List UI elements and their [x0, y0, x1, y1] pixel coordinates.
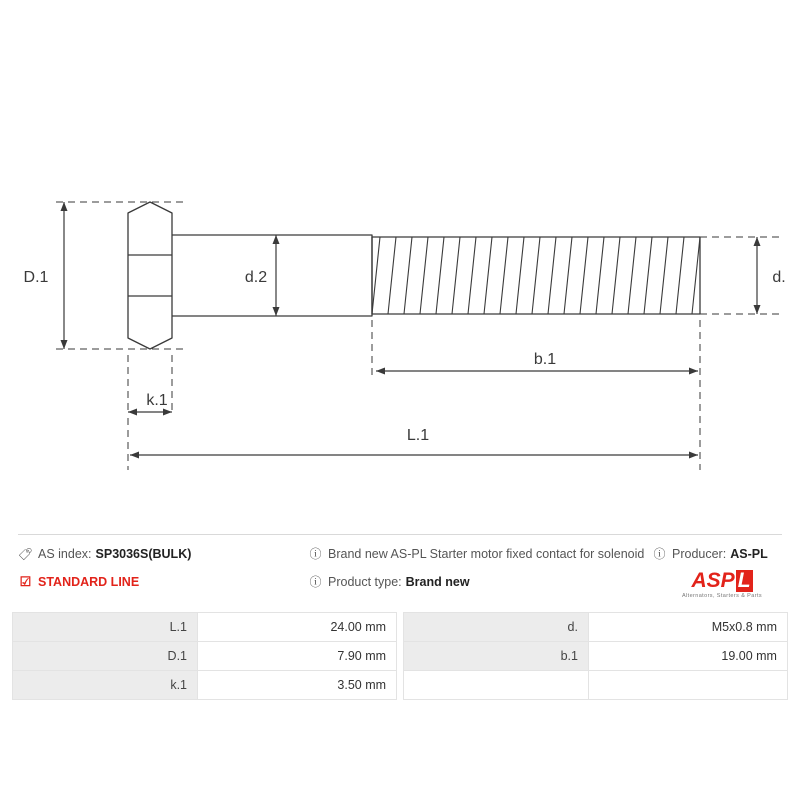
- table-row: [13, 642, 397, 671]
- spec-value: 3.50 mm: [198, 671, 397, 700]
- spec-value: M5x0.8 mm: [588, 613, 787, 642]
- info-column-description: [308, 544, 652, 600]
- producer-label: Producer:: [672, 547, 727, 561]
- producer-row: [652, 544, 782, 564]
- spec-value: 19.00 mm: [588, 642, 787, 671]
- as-index-row: [18, 544, 308, 564]
- product-type-row: [308, 572, 652, 592]
- info-divider: [18, 534, 782, 535]
- spec-key: d.: [403, 613, 588, 642]
- table-row: [13, 671, 397, 700]
- check-icon: ☑: [19, 574, 32, 589]
- info-column-index: [18, 544, 308, 592]
- dimension-label-d: d.: [772, 269, 786, 286]
- logo-mark-p: P: [720, 569, 735, 592]
- dimension-label-b1: b.1: [533, 351, 557, 368]
- thread-hatching: [372, 237, 700, 314]
- producer-value: AS-PL: [730, 547, 768, 561]
- tag-icon: 🏷: [17, 547, 33, 561]
- table-row: [403, 613, 787, 642]
- logo-mark: [662, 570, 782, 592]
- spec-value: 7.90 mm: [198, 642, 397, 671]
- spec-value: 24.00 mm: [198, 613, 397, 642]
- as-index-label: AS index:: [38, 547, 92, 561]
- dimension-arrows: [61, 202, 761, 459]
- spec-key-empty: [403, 671, 588, 700]
- spec-key: k.1: [13, 671, 198, 700]
- logo-mark-l: L: [737, 569, 751, 592]
- info-icon: ⓘ: [653, 547, 666, 561]
- shank-outline: [172, 235, 372, 316]
- dimension-label-k1: k.1: [146, 392, 168, 409]
- standard-line-row: [18, 572, 308, 592]
- info-icon: ⓘ: [309, 575, 322, 589]
- dimension-label-d2: d.2: [244, 269, 268, 286]
- hex-head-outline: [128, 202, 172, 349]
- description-row: [308, 544, 652, 564]
- spec-table-right: [403, 612, 788, 700]
- info-column-producer: [652, 544, 782, 572]
- as-index-value: SP3036S(BULK): [95, 547, 192, 561]
- dimension-label-D1: D.1: [23, 269, 49, 286]
- product-type-value: Brand new: [405, 575, 470, 589]
- table-row: [13, 613, 397, 642]
- logo-mark-as: AS: [691, 569, 721, 592]
- product-type-label: Product type:: [328, 575, 402, 589]
- standard-line-label: STANDARD LINE: [38, 575, 140, 589]
- spec-key: L.1: [13, 613, 198, 642]
- specification-tables: [12, 612, 788, 700]
- spec-key: D.1: [13, 642, 198, 671]
- table-row: [403, 671, 787, 700]
- description-text: Brand new AS-PL Starter motor fixed contact for solenoid: [328, 547, 645, 561]
- logo-tagline: Alternators, Starters & Parts: [681, 593, 763, 599]
- table-row: [403, 642, 787, 671]
- spec-table-left: [12, 612, 397, 700]
- product-info: [0, 534, 800, 600]
- as-pl-logo: [662, 570, 782, 599]
- spec-key: b.1: [403, 642, 588, 671]
- spec-value-empty: [588, 671, 787, 700]
- info-icon: ⓘ: [309, 547, 322, 561]
- dimension-label-L1: L.1: [406, 427, 430, 444]
